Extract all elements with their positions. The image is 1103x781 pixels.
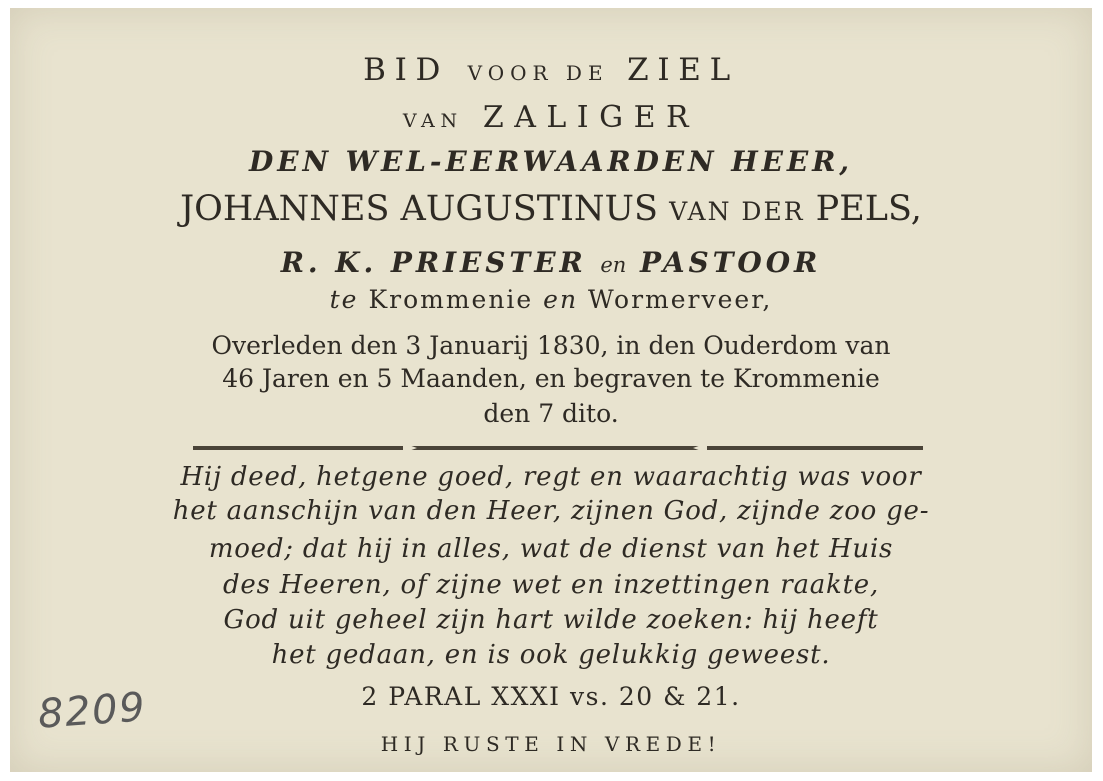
parish-en: en: [543, 285, 579, 314]
verse-line: het gedaan, en is ook gelukkig geweest.: [271, 640, 831, 670]
heading-zaliger: ZALIGER: [482, 100, 700, 135]
office-line: [10, 246, 1092, 279]
heading-line-1: [10, 52, 1092, 88]
parish-line: [10, 285, 1092, 314]
heading-line-2: [10, 100, 1092, 135]
death-date-line: Overleden den 3 Januarij 1830, in den Ouderdom van: [211, 331, 891, 360]
verse-line: het aanschijn van den Heer, zijnen God, zijnde zoo ge-: [172, 496, 930, 526]
verse-line: God uit geheel zijn hart wilde zoeken: hij heeft: [223, 605, 879, 635]
parish-te: te: [329, 285, 359, 314]
divider-arrow-right: [693, 443, 707, 453]
heading-ziel: ZIEL: [627, 52, 739, 88]
ornamental-divider: [193, 446, 923, 450]
name-line: [10, 189, 1092, 229]
age-burial-line: 46 Jaren en 5 Maanden, en begraven te Krommenie: [222, 364, 880, 393]
verse-line: des Heeren, of zijne wet en inzettingen raakte,: [222, 570, 880, 600]
verse-line: Hij deed, hetgene goed, regt en waarachtig was voor: [180, 462, 922, 492]
prayer-card: [10, 8, 1092, 772]
handwritten-inventory-number: 8209: [36, 684, 148, 738]
heading-bid: BID: [363, 52, 450, 88]
deceased-given-names: JOHANNES AUGUSTINUS: [180, 189, 659, 229]
deceased-surname: PELS,: [815, 189, 922, 229]
parish-krommenie: Krommenie: [368, 285, 534, 314]
heading-van: VAN: [402, 110, 463, 132]
office-conjunction: en: [600, 253, 627, 277]
title-line: DEN WEL-EERWAARDEN HEER,: [249, 145, 853, 178]
heading-voor-de: VOOR DE: [467, 61, 609, 85]
scripture-reference: 2 PARAL XXXI vs. 20 & 21.: [361, 682, 741, 711]
office-pastoor: PASTOOR: [639, 246, 822, 279]
parish-wormerveer: Wormerveer,: [588, 285, 773, 314]
closing-line: HIJ RUSTE IN VREDE!: [380, 732, 722, 756]
divider-arrow-left: [403, 443, 417, 453]
office-priester: R. K. PRIESTER: [280, 246, 587, 279]
name-particle: VAN DER: [669, 197, 805, 226]
burial-date-line: den 7 dito.: [483, 399, 619, 428]
verse-line: moed; dat hij in alles, wat de dienst van het Huis: [208, 534, 894, 564]
